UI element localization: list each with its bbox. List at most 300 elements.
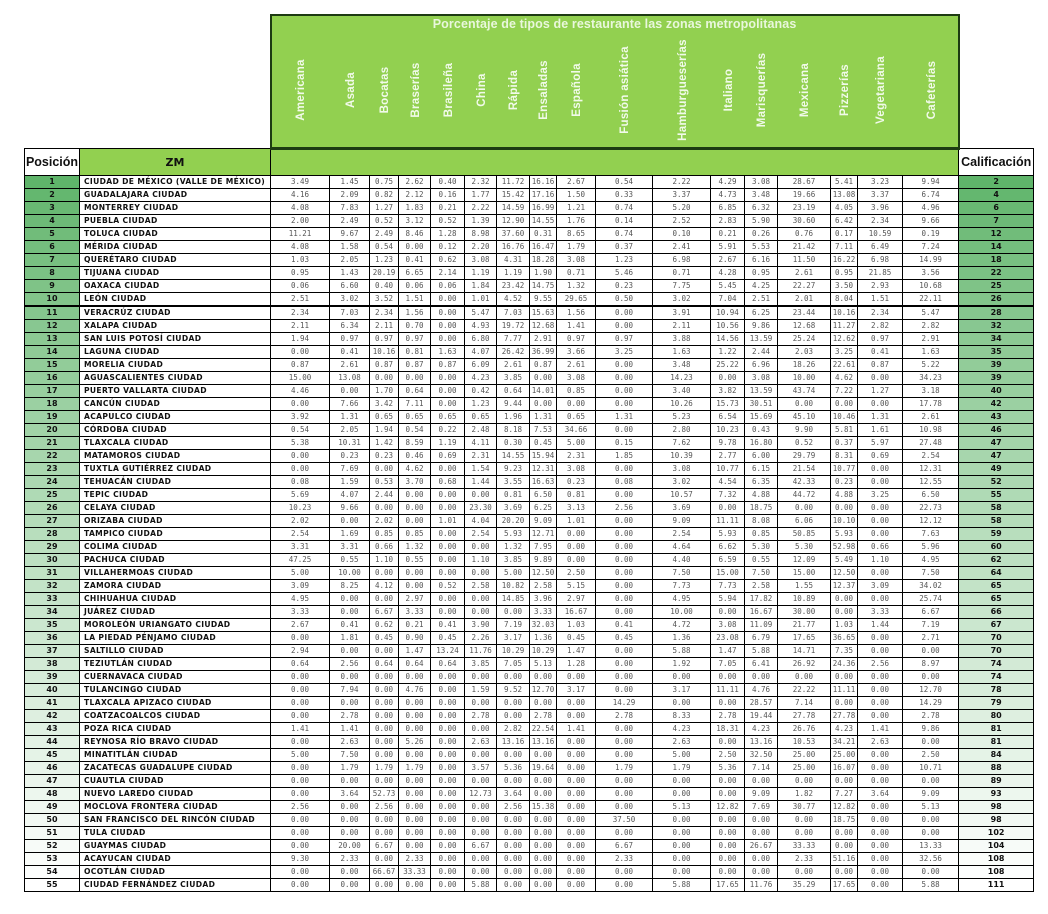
percentage-cell: 0.00 xyxy=(399,827,431,840)
percentage-cell: 42.33 xyxy=(778,476,831,489)
percentage-cell: 23.30 xyxy=(465,502,497,515)
percentage-cell: 21.77 xyxy=(778,619,831,632)
percentage-cell: 0.06 xyxy=(431,280,465,293)
percentage-cell: 11.21 xyxy=(271,228,330,241)
percentage-cell: 5.20 xyxy=(653,202,711,215)
category-header-ensaladas xyxy=(531,32,558,147)
percentage-cell: 2.51 xyxy=(271,293,330,307)
percentage-cell: 6.25 xyxy=(530,502,557,515)
percentage-cell: 1.23 xyxy=(465,398,497,411)
percentage-cell: 0.00 xyxy=(465,606,497,619)
percentage-cell: 0.00 xyxy=(399,749,431,762)
percentage-cell: 1.21 xyxy=(557,202,596,215)
category-header-braserias xyxy=(400,32,432,147)
table-row xyxy=(25,567,1034,580)
percentage-cell: 19.44 xyxy=(745,710,778,723)
percentage-cell: 10.57 xyxy=(653,489,711,502)
percentage-cell: 0.87 xyxy=(431,359,465,372)
percentage-cell: 2.00 xyxy=(271,215,330,228)
position-cell: 26 xyxy=(25,502,80,515)
percentage-cell: 1.55 xyxy=(778,580,831,593)
percentage-cell: 0.00 xyxy=(858,710,903,723)
percentage-cell: 5.47 xyxy=(465,306,497,320)
percentage-cell: 0.00 xyxy=(596,866,653,879)
percentage-cell: 0.00 xyxy=(596,541,653,554)
percentage-cell: 0.00 xyxy=(557,541,596,554)
percentage-cell: 9.94 xyxy=(903,176,959,189)
position-cell: 55 xyxy=(25,879,80,892)
percentage-cell: 16.76 xyxy=(497,241,530,254)
percentage-cell: 14.71 xyxy=(778,645,831,658)
position-cell: 13 xyxy=(25,333,80,346)
percentage-cell: 11.50 xyxy=(778,254,831,267)
category-label: Rápida xyxy=(508,69,520,110)
percentage-cell: 0.00 xyxy=(330,801,370,814)
percentage-cell: 4.46 xyxy=(271,385,330,398)
percentage-cell: 7.05 xyxy=(497,658,530,671)
percentage-cell: 0.00 xyxy=(557,853,596,866)
percentage-cell: 1.03 xyxy=(271,254,330,267)
percentage-cell: 1.03 xyxy=(557,619,596,632)
percentage-cell: 6.85 xyxy=(711,202,745,215)
percentage-cell: 0.00 xyxy=(858,840,903,853)
percentage-cell: 23.42 xyxy=(497,280,530,293)
percentage-cell: 0.00 xyxy=(596,554,653,567)
percentage-cell: 14.75 xyxy=(530,280,557,293)
percentage-cell: 0.00 xyxy=(431,333,465,346)
percentage-cell: 0.00 xyxy=(745,866,778,879)
percentage-cell: 2.05 xyxy=(330,424,370,437)
percentage-cell: 0.00 xyxy=(858,502,903,515)
percentage-cell: 3.69 xyxy=(497,502,530,515)
percentage-cell: 0.95 xyxy=(831,267,858,280)
percentage-cell: 1.79 xyxy=(596,762,653,775)
percentage-cell: 1.42 xyxy=(370,437,399,450)
percentage-cell: 0.00 xyxy=(596,775,653,788)
percentage-cell: 16.16 xyxy=(530,176,557,189)
percentage-cell: 2.97 xyxy=(557,593,596,606)
table-row xyxy=(25,280,1034,293)
percentage-cell: 0.00 xyxy=(858,879,903,892)
percentage-cell: 0.00 xyxy=(330,814,370,827)
percentage-cell: 18.31 xyxy=(711,723,745,736)
percentage-cell: 7.11 xyxy=(399,398,431,411)
zm-name-cell: TAMPICO CIUDAD xyxy=(80,528,271,541)
table-row xyxy=(25,515,1034,528)
percentage-cell: 10.31 xyxy=(330,437,370,450)
percentage-cell: 13.08 xyxy=(831,189,858,202)
percentage-cell: 2.67 xyxy=(271,619,330,632)
percentage-cell: 5.93 xyxy=(711,528,745,541)
percentage-cell: 22.11 xyxy=(903,293,959,307)
position-cell: 42 xyxy=(25,710,80,723)
percentage-cell: 0.00 xyxy=(557,697,596,710)
position-cell: 4 xyxy=(25,215,80,228)
percentage-cell: 0.00 xyxy=(831,398,858,411)
percentage-cell: 3.08 xyxy=(557,254,596,267)
percentage-cell: 30.60 xyxy=(778,215,831,228)
position-cell: 37 xyxy=(25,645,80,658)
percentage-cell: 0.00 xyxy=(831,606,858,619)
percentage-cell: 9.30 xyxy=(271,853,330,866)
percentage-cell: 22.54 xyxy=(530,723,557,736)
percentage-cell: 0.00 xyxy=(858,853,903,866)
table-row xyxy=(25,671,1034,684)
percentage-cell: 7.03 xyxy=(497,306,530,320)
zm-name-cell: TUXTLA GUTIÉRREZ CIUDAD xyxy=(80,463,271,476)
percentage-cell: 0.00 xyxy=(431,671,465,684)
score-cell: 93 xyxy=(959,788,1034,801)
percentage-cell: 0.00 xyxy=(431,762,465,775)
percentage-cell: 0.00 xyxy=(745,814,778,827)
percentage-cell: 0.87 xyxy=(271,359,330,372)
percentage-cell: 0.00 xyxy=(711,606,745,619)
percentage-cell: 8.25 xyxy=(330,580,370,593)
table-row xyxy=(25,293,1034,307)
percentage-cell: 10.89 xyxy=(778,593,831,606)
percentage-cell: 9.44 xyxy=(497,398,530,411)
percentage-cell: 7.50 xyxy=(653,567,711,580)
zm-name-cell: VERACRÚZ CIUDAD xyxy=(80,306,271,320)
score-cell: 7 xyxy=(959,215,1034,228)
position-cell: 12 xyxy=(25,320,80,333)
percentage-cell: 25.00 xyxy=(831,749,858,762)
percentage-cell: 5.88 xyxy=(903,879,959,892)
score-cell: 62 xyxy=(959,554,1034,567)
percentage-cell: 0.00 xyxy=(465,671,497,684)
score-cell: 67 xyxy=(959,619,1034,632)
percentage-cell: 10.23 xyxy=(711,424,745,437)
score-cell: 43 xyxy=(959,411,1034,424)
table-row xyxy=(25,450,1034,463)
percentage-cell: 0.45 xyxy=(431,632,465,645)
zm-name-cell: MÉRIDA CIUDAD xyxy=(80,241,271,254)
percentage-cell: 0.00 xyxy=(370,593,399,606)
score-cell: 70 xyxy=(959,632,1034,645)
position-cell: 1 xyxy=(25,176,80,189)
position-cell: 28 xyxy=(25,528,80,541)
percentage-cell: 12.68 xyxy=(530,320,557,333)
percentage-cell: 0.45 xyxy=(596,632,653,645)
percentage-cell: 9.66 xyxy=(330,502,370,515)
zm-name-cell: SAN FRANCISCO DEL RINCÓN CIUDAD xyxy=(80,814,271,827)
percentage-cell: 5.13 xyxy=(653,801,711,814)
percentage-cell: 0.65 xyxy=(370,411,399,424)
percentage-cell: 5.46 xyxy=(596,267,653,280)
percentage-cell: 2.56 xyxy=(330,658,370,671)
percentage-cell: 0.64 xyxy=(431,658,465,671)
percentage-cell: 0.00 xyxy=(330,879,370,892)
percentage-cell: 12.73 xyxy=(465,788,497,801)
percentage-cell: 2.50 xyxy=(903,749,959,762)
percentage-cell: 1.83 xyxy=(399,202,431,215)
zm-name-cell: MOCLOVA FRONTERA CIUDAD xyxy=(80,801,271,814)
position-cell: 44 xyxy=(25,736,80,749)
percentage-cell: 7.77 xyxy=(497,333,530,346)
category-label: Marisquerías xyxy=(756,52,768,127)
percentage-cell: 0.43 xyxy=(745,424,778,437)
ranking-table-container xyxy=(24,14,1034,892)
percentage-cell: 0.00 xyxy=(557,801,596,814)
percentage-cell: 3.48 xyxy=(745,189,778,202)
percentage-cell: 0.00 xyxy=(271,840,330,853)
score-cell: 65 xyxy=(959,580,1034,593)
position-cell: 7 xyxy=(25,254,80,267)
percentage-cell: 1.56 xyxy=(399,306,431,320)
percentage-cell: 0.00 xyxy=(431,567,465,580)
percentage-cell: 0.00 xyxy=(431,372,465,385)
percentage-cell: 0.00 xyxy=(858,827,903,840)
percentage-cell: 7.35 xyxy=(831,645,858,658)
percentage-cell: 13.16 xyxy=(745,736,778,749)
percentage-cell: 0.08 xyxy=(596,476,653,489)
percentage-cell: 0.00 xyxy=(778,398,831,411)
percentage-cell: 8.31 xyxy=(831,450,858,463)
percentage-cell: 9.55 xyxy=(530,293,557,307)
percentage-cell: 1.31 xyxy=(596,411,653,424)
percentage-cell: 0.69 xyxy=(858,450,903,463)
percentage-cell: 3.23 xyxy=(858,176,903,189)
percentage-cell: 16.47 xyxy=(530,241,557,254)
percentage-cell: 10.71 xyxy=(903,762,959,775)
percentage-cell: 4.08 xyxy=(271,202,330,215)
percentage-cell: 0.00 xyxy=(903,671,959,684)
percentage-cell: 2.52 xyxy=(653,215,711,228)
percentage-cell: 0.00 xyxy=(557,814,596,827)
percentage-cell: 0.65 xyxy=(557,411,596,424)
table-row xyxy=(25,658,1034,671)
percentage-cell: 0.75 xyxy=(370,176,399,189)
percentage-cell: 6.06 xyxy=(778,515,831,528)
percentage-cell: 0.00 xyxy=(370,749,399,762)
score-cell: 34 xyxy=(959,333,1034,346)
percentage-cell: 6.74 xyxy=(903,189,959,202)
percentage-cell: 8.59 xyxy=(399,437,431,450)
percentage-cell: 0.00 xyxy=(431,697,465,710)
table-row xyxy=(25,814,1034,827)
percentage-cell: 0.00 xyxy=(596,749,653,762)
percentage-cell: 0.00 xyxy=(653,697,711,710)
percentage-cell: 0.00 xyxy=(653,827,711,840)
percentage-cell: 1.51 xyxy=(858,293,903,307)
percentage-cell: 11.11 xyxy=(711,684,745,697)
percentage-cell: 12.31 xyxy=(903,463,959,476)
percentage-cell: 9.90 xyxy=(778,424,831,437)
percentage-cell: 0.23 xyxy=(831,476,858,489)
percentage-cell: 0.00 xyxy=(431,775,465,788)
zm-name-cell: GUADALAJARA CIUDAD xyxy=(80,189,271,202)
percentage-cell: 2.34 xyxy=(271,306,330,320)
percentage-cell: 3.49 xyxy=(271,176,330,189)
percentage-cell: 18.75 xyxy=(745,502,778,515)
percentage-cell: 10.00 xyxy=(778,372,831,385)
percentage-cell: 0.00 xyxy=(431,385,465,398)
zm-name-cell: TEHUACÁN CIUDAD xyxy=(80,476,271,489)
percentage-cell: 13.16 xyxy=(530,736,557,749)
score-cell: 2 xyxy=(959,176,1034,189)
table-row xyxy=(25,254,1034,267)
percentage-cell: 12.70 xyxy=(530,684,557,697)
percentage-cell: 3.09 xyxy=(858,580,903,593)
percentage-cell: 12.62 xyxy=(831,333,858,346)
score-cell: 49 xyxy=(959,463,1034,476)
super-header xyxy=(271,15,959,149)
percentage-cell: 6.65 xyxy=(399,267,431,280)
percentage-cell: 0.00 xyxy=(399,814,431,827)
percentage-cell: 15.42 xyxy=(497,189,530,202)
percentage-cell: 0.00 xyxy=(330,645,370,658)
percentage-cell: 14.29 xyxy=(903,697,959,710)
percentage-cell: 0.00 xyxy=(530,749,557,762)
category-header-bocatas xyxy=(371,32,400,147)
zm-name-cell: PUERTO VALLARTA CIUDAD xyxy=(80,385,271,398)
percentage-cell: 3.82 xyxy=(711,385,745,398)
percentage-cell: 1.23 xyxy=(370,254,399,267)
percentage-cell: 0.45 xyxy=(370,632,399,645)
percentage-cell: 6.67 xyxy=(596,840,653,853)
percentage-cell: 0.00 xyxy=(399,788,431,801)
percentage-cell: 2.33 xyxy=(778,853,831,866)
percentage-cell: 6.32 xyxy=(745,202,778,215)
percentage-cell: 25.00 xyxy=(778,749,831,762)
percentage-cell: 3.56 xyxy=(903,267,959,280)
percentage-cell: 6.79 xyxy=(745,632,778,645)
percentage-cell: 1.03 xyxy=(831,619,858,632)
percentage-cell: 12.50 xyxy=(831,567,858,580)
position-cell: 34 xyxy=(25,606,80,619)
percentage-cell: 0.00 xyxy=(858,593,903,606)
position-cell: 23 xyxy=(25,463,80,476)
table-row xyxy=(25,202,1034,215)
percentage-cell: 7.11 xyxy=(831,241,858,254)
percentage-cell: 0.00 xyxy=(711,853,745,866)
percentage-cell: 1.41 xyxy=(271,723,330,736)
percentage-cell: 1.23 xyxy=(596,254,653,267)
percentage-cell: 2.56 xyxy=(370,801,399,814)
percentage-cell: 25.00 xyxy=(778,762,831,775)
percentage-cell: 0.00 xyxy=(399,710,431,723)
score-cell: 35 xyxy=(959,346,1034,359)
percentage-cell: 2.63 xyxy=(653,736,711,749)
percentage-cell: 0.95 xyxy=(745,267,778,280)
zm-header: ZM xyxy=(80,149,271,176)
percentage-cell: 1.31 xyxy=(858,411,903,424)
percentage-cell: 0.00 xyxy=(711,736,745,749)
percentage-cell: 10.77 xyxy=(831,463,858,476)
table-row xyxy=(25,489,1034,502)
percentage-cell: 0.00 xyxy=(370,372,399,385)
percentage-cell: 1.19 xyxy=(431,437,465,450)
position-cell: 54 xyxy=(25,866,80,879)
percentage-cell: 0.45 xyxy=(530,437,557,450)
percentage-cell: 1.31 xyxy=(530,411,557,424)
table-row xyxy=(25,385,1034,398)
percentage-cell: 0.00 xyxy=(497,671,530,684)
position-cell: 29 xyxy=(25,541,80,554)
percentage-cell: 0.46 xyxy=(399,450,431,463)
zm-name-cell: CIUDAD DE MÉXICO (VALLE DE MÉXICO) xyxy=(80,176,271,189)
percentage-cell: 0.97 xyxy=(370,333,399,346)
zm-name-cell: CELAYA CIUDAD xyxy=(80,502,271,515)
percentage-cell: 30.51 xyxy=(745,398,778,411)
percentage-cell: 0.90 xyxy=(399,632,431,645)
percentage-cell: 10.68 xyxy=(903,280,959,293)
percentage-cell: 0.00 xyxy=(653,840,711,853)
percentage-cell: 0.00 xyxy=(530,398,557,411)
percentage-cell: 0.00 xyxy=(370,814,399,827)
percentage-cell: 11.11 xyxy=(831,684,858,697)
percentage-cell: 0.00 xyxy=(370,710,399,723)
percentage-cell: 1.92 xyxy=(653,658,711,671)
percentage-cell: 29.65 xyxy=(557,293,596,307)
percentage-cell: 3.64 xyxy=(497,788,530,801)
percentage-cell: 7.04 xyxy=(711,293,745,307)
percentage-cell: 27.48 xyxy=(903,437,959,450)
percentage-cell: 1.79 xyxy=(370,762,399,775)
percentage-cell: 0.00 xyxy=(596,424,653,437)
percentage-cell: 2.91 xyxy=(903,333,959,346)
percentage-cell: 7.24 xyxy=(903,241,959,254)
percentage-cell: 0.00 xyxy=(431,684,465,697)
percentage-cell: 3.91 xyxy=(653,306,711,320)
percentage-cell: 3.85 xyxy=(465,658,497,671)
percentage-cell: 1.69 xyxy=(330,528,370,541)
position-cell: 20 xyxy=(25,424,80,437)
percentage-cell: 0.00 xyxy=(431,827,465,840)
position-cell: 32 xyxy=(25,580,80,593)
percentage-cell: 12.90 xyxy=(497,215,530,228)
percentage-cell: 5.45 xyxy=(711,280,745,293)
table-row xyxy=(25,749,1034,762)
percentage-cell: 4.54 xyxy=(711,476,745,489)
percentage-cell: 0.00 xyxy=(497,840,530,853)
percentage-cell: 0.00 xyxy=(399,840,431,853)
percentage-cell: 1.10 xyxy=(370,554,399,567)
percentage-cell: 1.27 xyxy=(858,385,903,398)
percentage-cell: 1.58 xyxy=(330,241,370,254)
percentage-cell: 4.11 xyxy=(465,437,497,450)
percentage-cell: 0.00 xyxy=(465,827,497,840)
percentage-cell: 4.62 xyxy=(399,463,431,476)
percentage-cell: 0.00 xyxy=(431,723,465,736)
percentage-cell: 3.64 xyxy=(330,788,370,801)
percentage-cell: 0.00 xyxy=(431,398,465,411)
percentage-cell: 1.94 xyxy=(271,333,330,346)
percentage-cell: 0.00 xyxy=(858,684,903,697)
percentage-cell: 14.29 xyxy=(596,697,653,710)
percentage-cell: 5.69 xyxy=(271,489,330,502)
percentage-cell: 0.00 xyxy=(431,814,465,827)
percentage-cell: 0.00 xyxy=(903,866,959,879)
zm-name-cell: MONTERREY CIUDAD xyxy=(80,202,271,215)
percentage-cell: 0.00 xyxy=(596,359,653,372)
table-row xyxy=(25,762,1034,775)
category-label: Asada xyxy=(344,71,357,108)
category-header-marisquerias xyxy=(746,32,779,147)
percentage-cell: 0.54 xyxy=(596,176,653,189)
percentage-cell: 0.00 xyxy=(271,762,330,775)
percentage-cell: 0.00 xyxy=(778,827,831,840)
zm-name-cell: ACAYUCAN CIUDAD xyxy=(80,853,271,866)
percentage-cell: 0.00 xyxy=(271,463,330,476)
score-cell: 58 xyxy=(959,515,1034,528)
score-cell: 60 xyxy=(959,541,1034,554)
percentage-cell: 5.36 xyxy=(711,762,745,775)
position-cell: 2 xyxy=(25,189,80,202)
percentage-cell: 2.34 xyxy=(858,215,903,228)
position-cell: 8 xyxy=(25,267,80,280)
percentage-cell: 0.00 xyxy=(271,736,330,749)
